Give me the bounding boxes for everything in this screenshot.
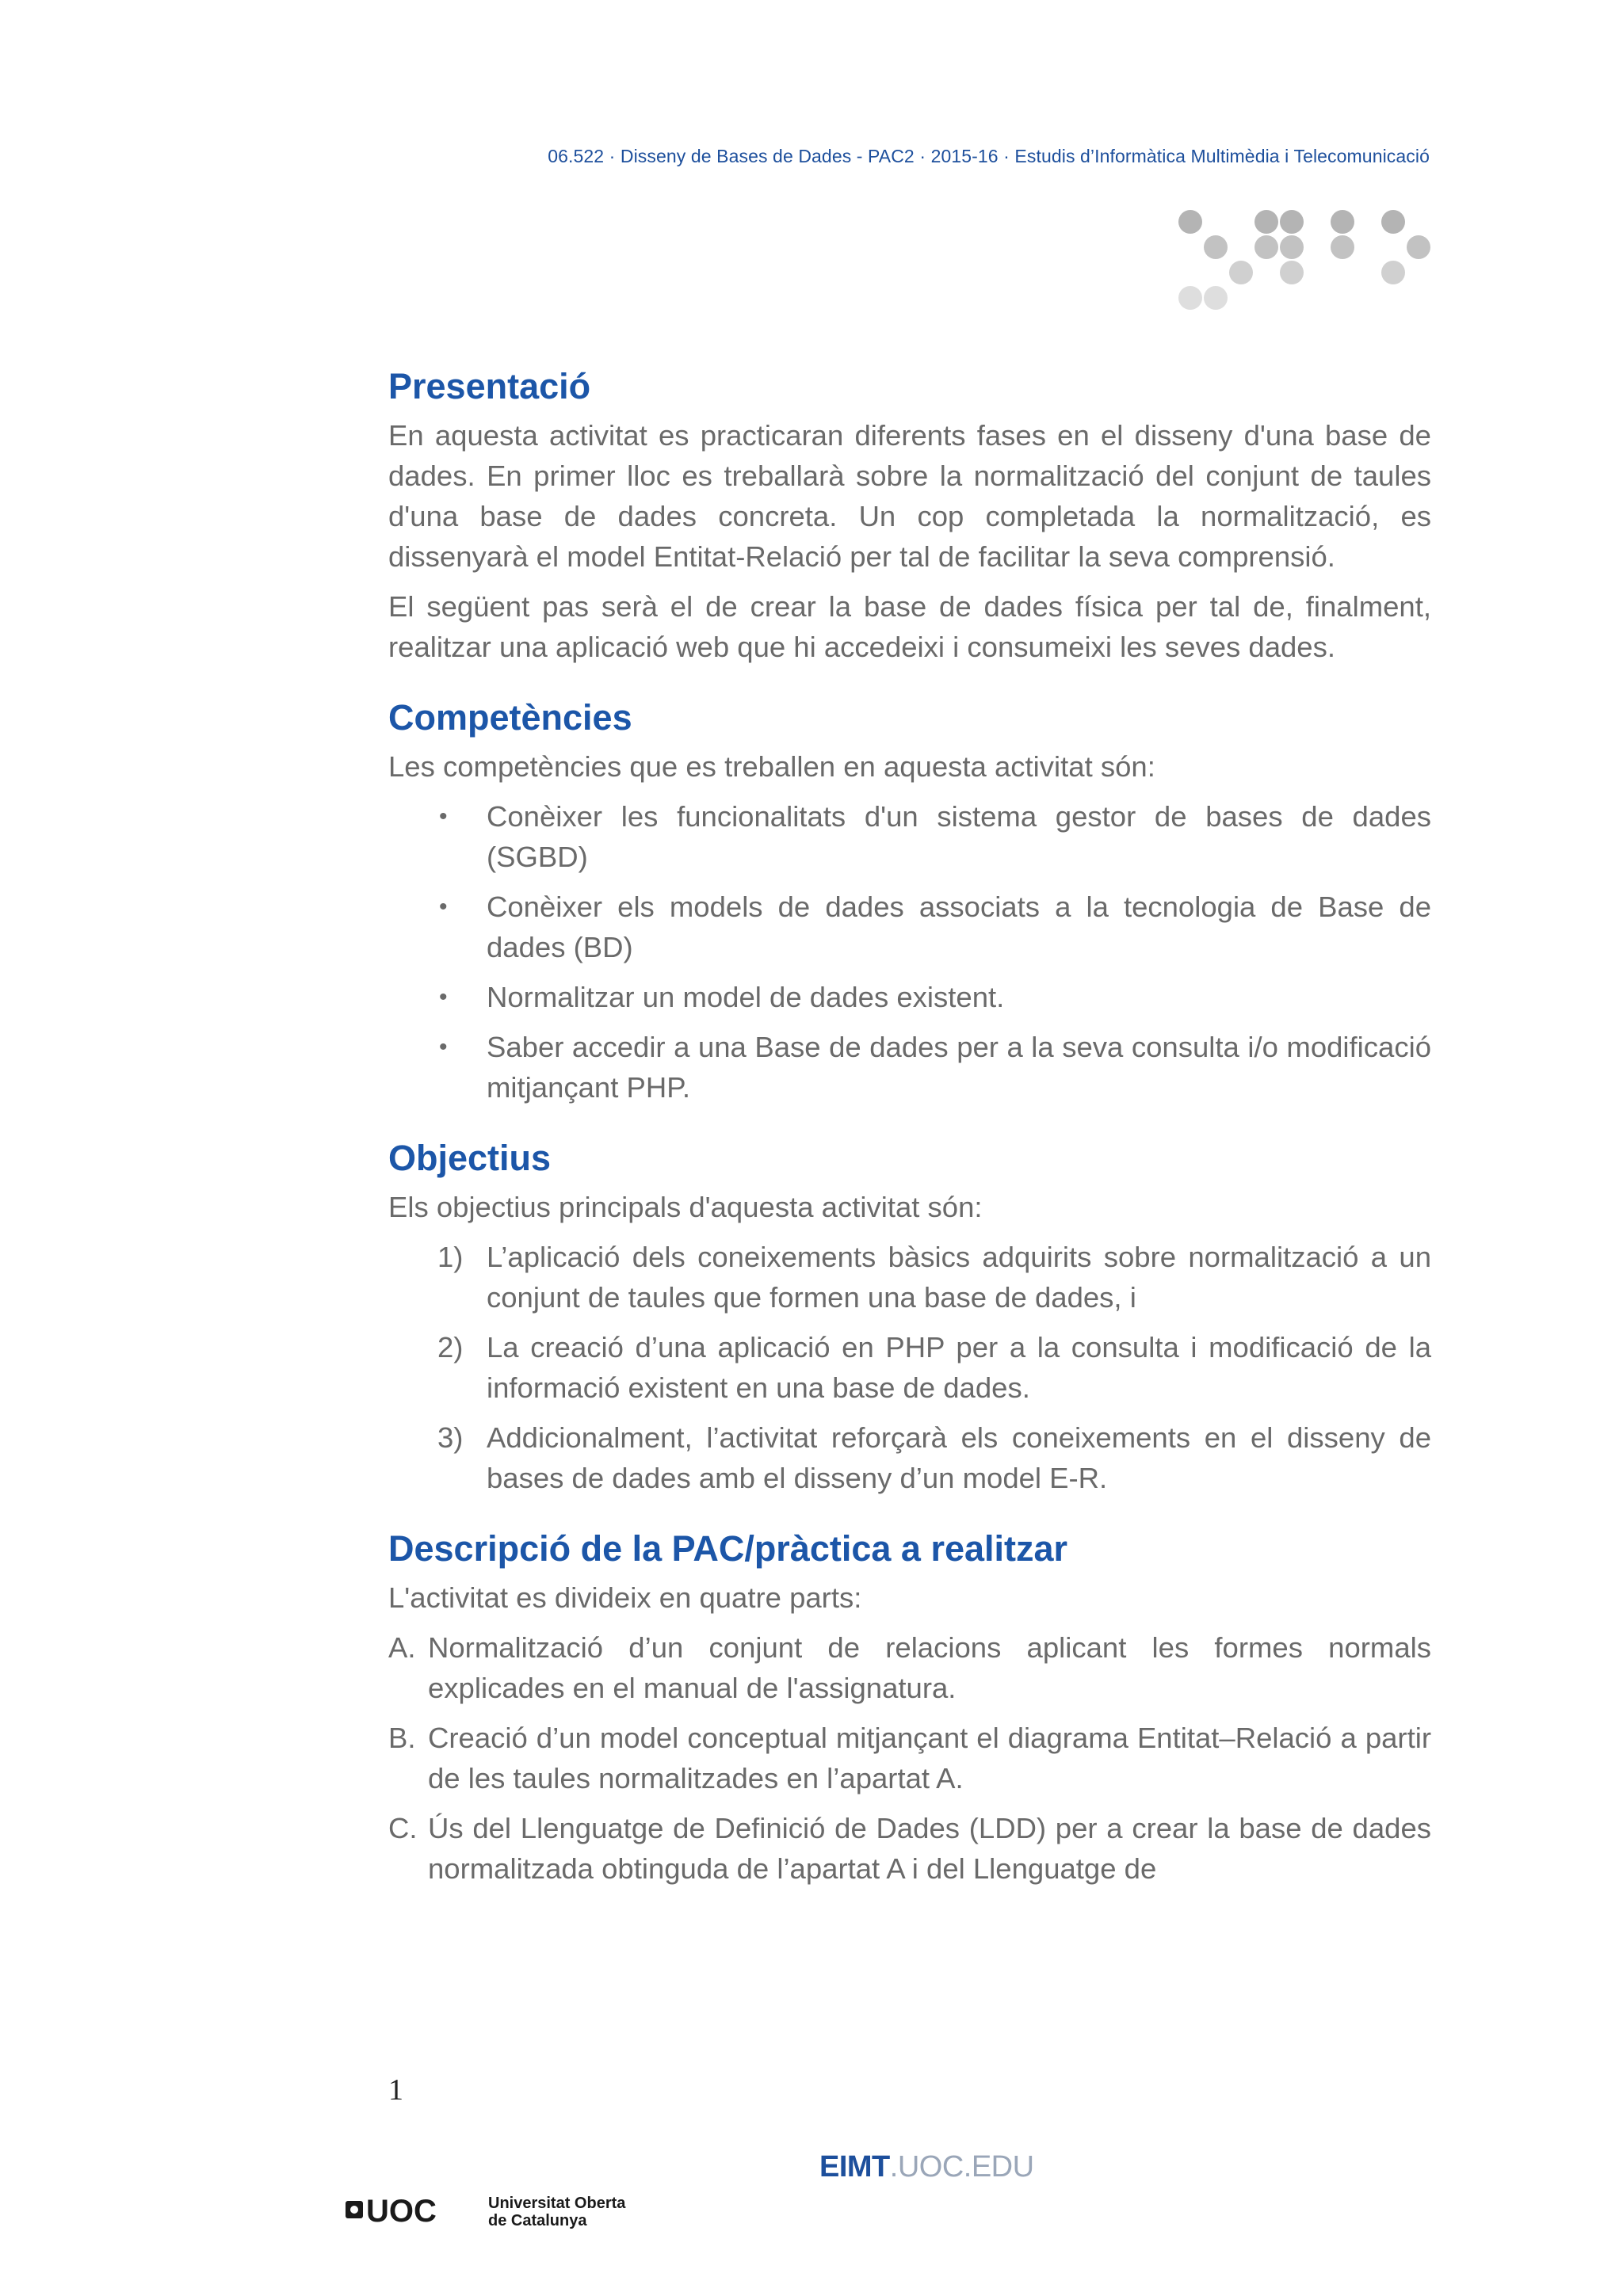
parts-list: [388, 1627, 1431, 1889]
list-item: • Conèixer els models de dades associats a la tecnologia de Base de dades (BD): [388, 887, 1431, 967]
list-item: • Saber accedir a una Base de dades per a la seva consulta i/o modificació mitjançant PHP.: [388, 1027, 1431, 1108]
list-item: • Conèixer les funcionalitats d'un sistema gestor de bases de dades (SGBD): [388, 796, 1431, 877]
eimt-logo: EIMT.UOC.EDU: [819, 2150, 1034, 2183]
section-intro: L'activitat es divideix en quatre parts:: [388, 1581, 862, 1614]
list-letter: A.: [388, 1631, 416, 1664]
decorative-dots-graphic: [1173, 204, 1442, 323]
list-item: C. Ús del Llenguatge de Definició de Dades (LDD) per a crear la base de dades normalitzada obtinguda de l’apartat A i del Llenguatge de: [388, 1808, 1431, 1889]
list-letter: B.: [388, 1722, 416, 1754]
section-descripcio: [388, 1527, 1431, 1889]
page-number: 1: [388, 2073, 403, 2107]
main-content: [388, 364, 1431, 1917]
section-title: Presentació: [388, 366, 591, 406]
section-title: Descripció de la PAC/pràctica a realitzar: [388, 1528, 1068, 1569]
uoc-name: Universitat Oberta de Catalunya: [488, 2195, 626, 2229]
bullet-icon: •: [439, 803, 448, 830]
list-letter: C.: [388, 1812, 418, 1844]
paragraph: El següent pas serà el de crear la base de dades física per tal de, finalment, realitzar una aplicació web que hi accedeixi i consumeixi les seves dades.: [388, 590, 1431, 663]
bullet-icon: •: [439, 894, 448, 920]
section-title: Competències: [388, 697, 632, 738]
list-number: 2): [437, 1331, 464, 1363]
list-item: 3) Addicionalment, l’activitat reforçarà els coneixements en el disseny de bases de dades amb el disseny d’un model E-R.: [388, 1417, 1431, 1498]
list-item: 1) L’aplicació dels coneixements bàsics adquirits sobre normalització a un conjunt de taules que formen una base de dades, i: [388, 1237, 1431, 1318]
paragraph: En aquesta activitat es practicaran diferents fases en el disseny d'una base de dades. En primer lloc es treballarà sobre la normalització del conjunt de taules d'una base de dades concreta. Un cop completada la normalització, es dissenyarà el model Entitat-Relació per tal de facilitar la seva comprensió.: [388, 419, 1431, 573]
section-intro: Els objectius principals d'aquesta activitat són:: [388, 1191, 983, 1223]
svg-text:UOC: UOC: [366, 2194, 437, 2229]
objectives-list: [388, 1237, 1431, 1498]
running-header: 06.522 · Disseny de Bases de Dades - PAC2 · 2015-16 · Estudis d’Informàtica Multimèdia i Telecomunicació: [548, 146, 1430, 166]
section-objectius: [388, 1136, 1431, 1498]
list-item: B. Creació d’un model conceptual mitjançant el diagrama Entitat–Relació a partir de les taules normalitzades en l’apartat A.: [388, 1718, 1431, 1798]
competencies-list: [388, 796, 1431, 1108]
bullet-icon: •: [439, 984, 448, 1010]
list-item: A. Normalització d’un conjunt de relacions aplicant les formes normals explicades en el manual de l'assignatura.: [388, 1627, 1431, 1708]
section-title: Objectius: [388, 1138, 552, 1178]
list-number: 3): [437, 1421, 464, 1454]
section-presentacio: [388, 364, 1431, 667]
section-intro: Les competències que es treballen en aquesta activitat són:: [388, 750, 1155, 783]
section-competencies: [388, 696, 1431, 1108]
list-item: 2) La creació d’una aplicació en PHP per a la consulta i modificació de la informació existent en una base de dades.: [388, 1327, 1431, 1408]
list-number: 1): [437, 1241, 464, 1273]
bullet-icon: •: [439, 1034, 448, 1060]
list-item: • Normalitzar un model de dades existent.: [388, 977, 1431, 1017]
